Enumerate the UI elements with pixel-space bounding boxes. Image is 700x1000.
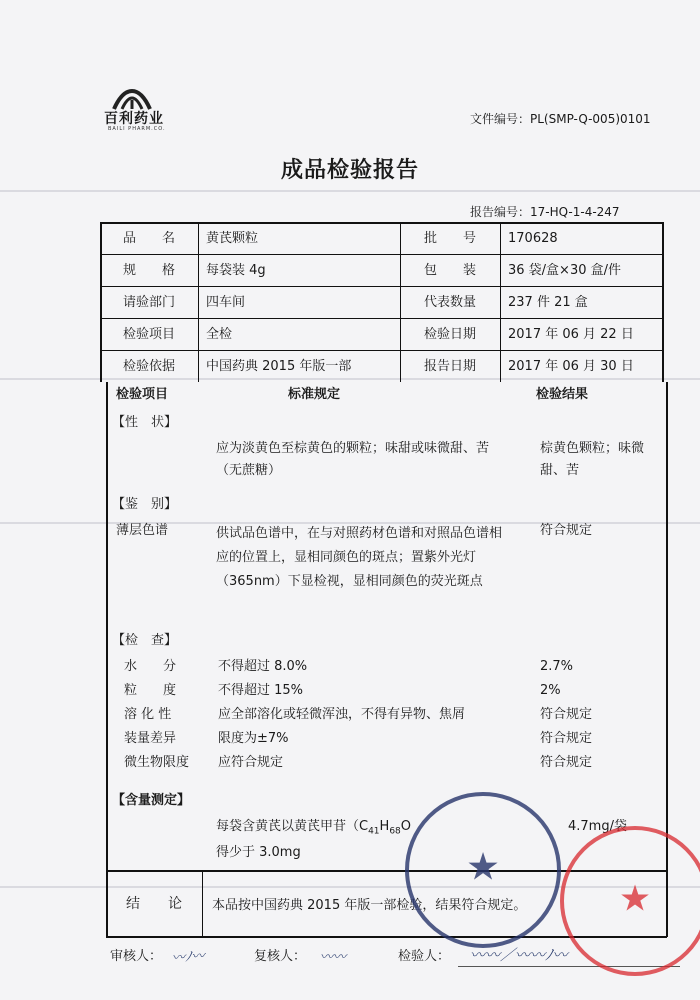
report-number: 报告编号：17-HQ-1-4-247 — [470, 205, 620, 219]
table-border — [198, 222, 199, 382]
batch-number-value: 170628 — [508, 231, 558, 246]
basis-value: 中国药典 2015 年版一部 — [206, 359, 352, 374]
batch-number-label: 批 号 — [423, 231, 476, 246]
star-icon: ★ — [465, 844, 501, 889]
checker-label: 复核人： — [254, 949, 307, 964]
check-result: 符合规定 — [540, 755, 593, 770]
report-date-value: 2017 年 06 月 30 日 — [508, 359, 634, 374]
assay-result: 4.7mg/袋 — [568, 819, 627, 834]
check-item: 溶 化 性 — [124, 707, 172, 722]
column-header-item: 检验项目 — [116, 387, 169, 402]
paper-fold — [0, 378, 700, 380]
company-logo-subtext: BAILI PHARM.CO. — [108, 126, 166, 132]
check-item: 水 分 — [124, 659, 177, 674]
column-header-result: 检验结果 — [536, 387, 589, 402]
company-seal — [405, 792, 561, 948]
inspector-signature: 〰〰／〰〰ﾉ〰 — [470, 946, 568, 964]
table-border — [100, 318, 662, 319]
specification-label: 规 格 — [122, 263, 175, 278]
table-border — [106, 382, 108, 937]
table-border — [100, 254, 662, 255]
table-border — [100, 222, 662, 224]
section-character: 【性 状】 — [112, 415, 178, 430]
check-standard: 限度为±7% — [218, 731, 289, 746]
inspector-label: 检验人： — [398, 949, 451, 964]
test-item-value: 全检 — [206, 327, 233, 342]
test-date-label: 检验日期 — [423, 327, 476, 342]
conclusion-label: 结 论 — [126, 896, 182, 912]
table-border — [500, 222, 501, 382]
check-item: 粒 度 — [124, 683, 177, 698]
reviewer-label: 审核人： — [110, 949, 163, 964]
basis-label: 检验依据 — [122, 359, 175, 374]
check-standard: 应符合规定 — [218, 755, 284, 770]
company-logo-text: 百利药业 — [104, 111, 164, 127]
test-date-value: 2017 年 06 月 22 日 — [508, 327, 634, 342]
quantity-value: 237 件 21 盒 — [508, 295, 588, 310]
department-value: 四车间 — [206, 295, 246, 310]
assay-standard: 每袋含黄芪以黄芪甲苷（$C_{41}H_{68}O$ — [216, 819, 411, 837]
table-border — [100, 350, 662, 351]
section-identification: 【鉴 别】 — [112, 497, 178, 512]
check-result: 符合规定 — [540, 707, 593, 722]
table-border — [662, 222, 664, 382]
packaging-value: 36 袋/盒×30 盒/件 — [508, 263, 622, 278]
check-item: 微生物限度 — [124, 755, 190, 770]
paper-fold — [0, 190, 700, 192]
conclusion-text: 本品按中国药典 2015 年版一部检验，结果符合规定。 — [212, 898, 527, 913]
character-standard: 应为淡黄色至棕黄色的颗粒；味甜或味微甜、苦（无蔗糖） — [216, 441, 490, 478]
checker-signature: 〰〰 — [320, 950, 347, 965]
check-standard: 不得超过 15% — [218, 683, 304, 698]
section-inspection: 【检 查】 — [112, 633, 178, 648]
identification-result: 符合规定 — [540, 523, 593, 538]
table-border — [202, 870, 203, 936]
product-name-label: 品 名 — [122, 231, 175, 246]
check-standard: 应全部溶化或轻微浑浊，不得有异物、焦屑 — [218, 707, 466, 722]
report-date-label: 报告日期 — [423, 359, 476, 374]
section-assay: 【含量测定】 — [112, 793, 191, 808]
identification-item: 薄层色谱 — [116, 523, 169, 538]
check-result: 2.7% — [540, 659, 574, 674]
check-standard: 不得超过 8.0% — [218, 659, 308, 674]
specification-value: 每袋装 4g — [206, 263, 266, 278]
check-result: 符合规定 — [540, 731, 593, 746]
page-title: 成品检验报告 — [280, 158, 419, 183]
check-result: 2% — [540, 683, 561, 698]
identification-standard: 供试品色谱中，在与对照药材色谱和对照品色谱相应的位置上，显相同颜色的斑点；置紫外光灯（365nm）下显检视，显相同颜色的荧光斑点 — [216, 526, 503, 589]
reviewer-signature: 〰ﾉ〰 — [171, 948, 206, 967]
document-number: 文件编号：PL(SMP-Q-005)0101 — [470, 112, 651, 126]
company-logo-icon — [112, 88, 152, 110]
packaging-label: 包 装 — [423, 263, 476, 278]
quantity-label: 代表数量 — [423, 295, 476, 310]
test-item-label: 检验项目 — [122, 327, 175, 342]
department-label: 请验部门 — [122, 295, 175, 310]
check-item: 装量差异 — [124, 731, 177, 746]
qa-seal — [560, 826, 700, 976]
table-border — [100, 286, 662, 287]
column-header-standard: 标准规定 — [288, 387, 341, 402]
star-icon: ★ — [618, 878, 652, 920]
character-result: 棕黄色颗粒；味微甜、苦 — [540, 441, 645, 478]
product-name-value: 黄芪颗粒 — [206, 231, 259, 246]
assay-standard-line2: 得少于 3.0mg — [216, 845, 301, 860]
